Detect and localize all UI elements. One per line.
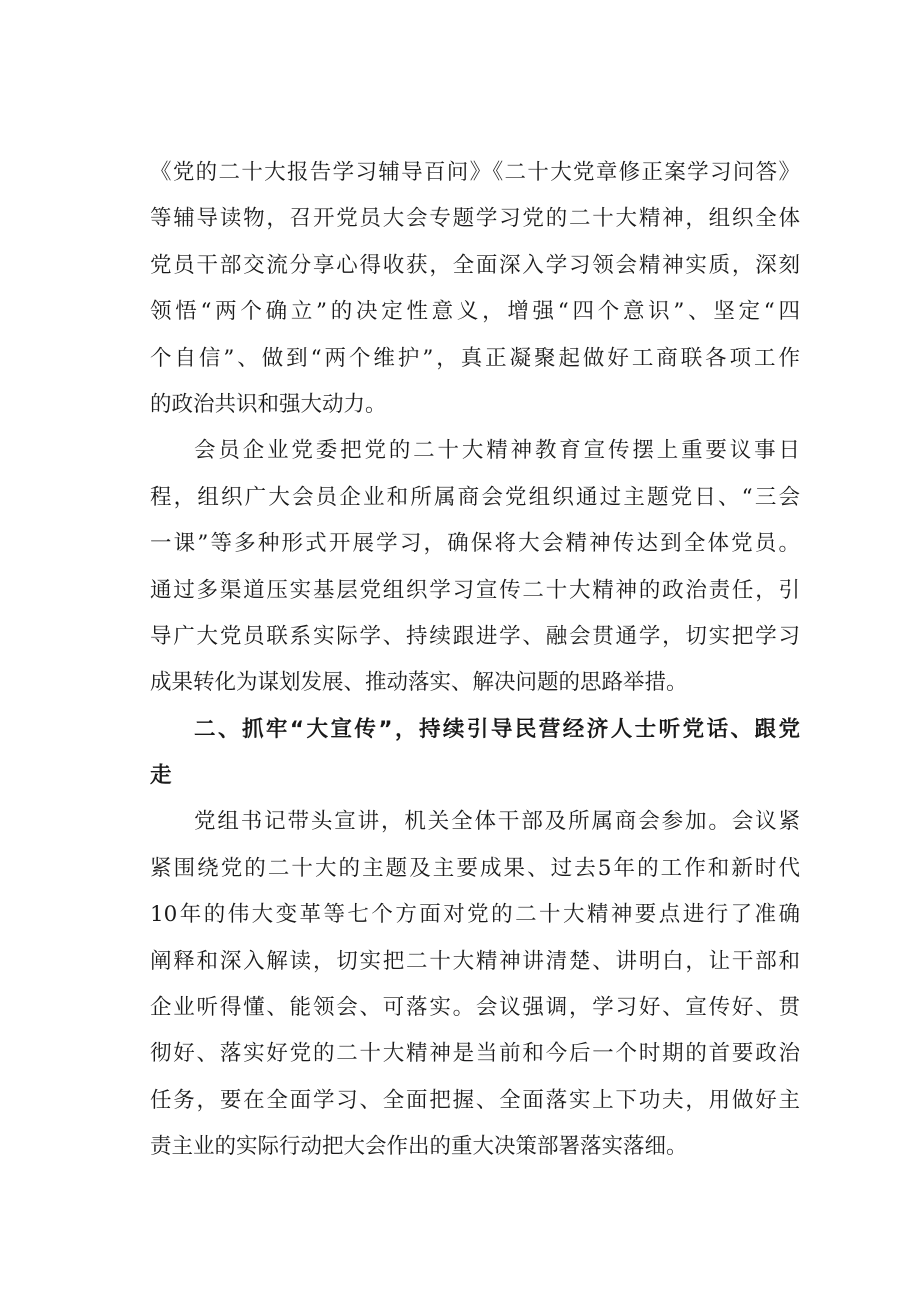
heading-line: 走 <box>150 763 172 789</box>
paragraph-line: 任务，要在全面学习、全面把握、全面落实上下功夫，用做好主 <box>150 1087 800 1113</box>
paragraph-line: 责主业的实际行动把大会作出的重大决策部署落实落细。 <box>150 1134 688 1160</box>
paragraph-line: 紧围绕党的二十大的主题及主要成果、过去5年的工作和新时代 <box>150 855 800 881</box>
paragraph-line: 党组书记带头宣讲，机关全体干部及所属商会参加。会议紧 <box>194 809 800 835</box>
paragraph-line: 导广大党员联系实际学、持续跟进学、融会贯通学，切实把学习 <box>150 623 800 649</box>
paragraph-line: 领悟“两个确立”的决定性意义，增强“四个意识”、坚定“四 <box>150 299 800 325</box>
paragraph-line: 一课”等多种形式开展学习，确保将大会精神传达到全体党员。 <box>150 531 800 557</box>
paragraph-line: 成果转化为谋划发展、推动落实、解决问题的思路举措。 <box>150 670 688 696</box>
paragraph-line: 党员干部交流分享心得收获，全面深入学习领会精神实质，深刻 <box>150 252 800 278</box>
paragraph-line: 个自信”、做到“两个维护”，真正凝聚起做好工商联各项工作 <box>150 345 800 371</box>
paragraph-line: 10年的伟大变革等七个方面对党的二十大精神要点进行了准确 <box>150 902 800 928</box>
paragraph-line: 会员企业党委把党的二十大精神教育宣传摆上重要议事日 <box>194 438 800 464</box>
paragraph-line: 通过多渠道压实基层党组织学习宣传二十大精神的政治责任，引 <box>150 577 800 603</box>
document-body <box>150 150 800 1171</box>
heading-line: 二、抓牢“大宣传”，持续引导民营经济人士听党话、跟党 <box>194 716 800 742</box>
paragraph-lecture <box>150 799 800 1170</box>
paragraph-line: 的政治共识和强大动力。 <box>150 391 387 417</box>
paragraph-line: 企业听得懂、能领会、可落实。会议强调，学习好、宣传好、贯 <box>150 995 800 1021</box>
paragraph-line: 《党的二十大报告学习辅导百问》《二十大党章修正案学习问答》 <box>150 160 800 185</box>
paragraph-line: 程，组织广大会员企业和所属商会党组织通过主题党日、“三会 <box>150 484 800 510</box>
paragraph-study-materials <box>150 150 800 428</box>
section-heading <box>150 707 800 800</box>
paragraph-line: 阐释和深入解读，切实把二十大精神讲清楚、讲明白，让干部和 <box>150 948 800 974</box>
paragraph-member-enterprises <box>150 428 800 706</box>
paragraph-line: 等辅导读物，召开党员大会专题学习党的二十大精神，组织全体 <box>150 206 800 232</box>
paragraph-line: 彻好、落实好党的二十大精神是当前和今后一个时期的首要政治 <box>150 1041 800 1067</box>
